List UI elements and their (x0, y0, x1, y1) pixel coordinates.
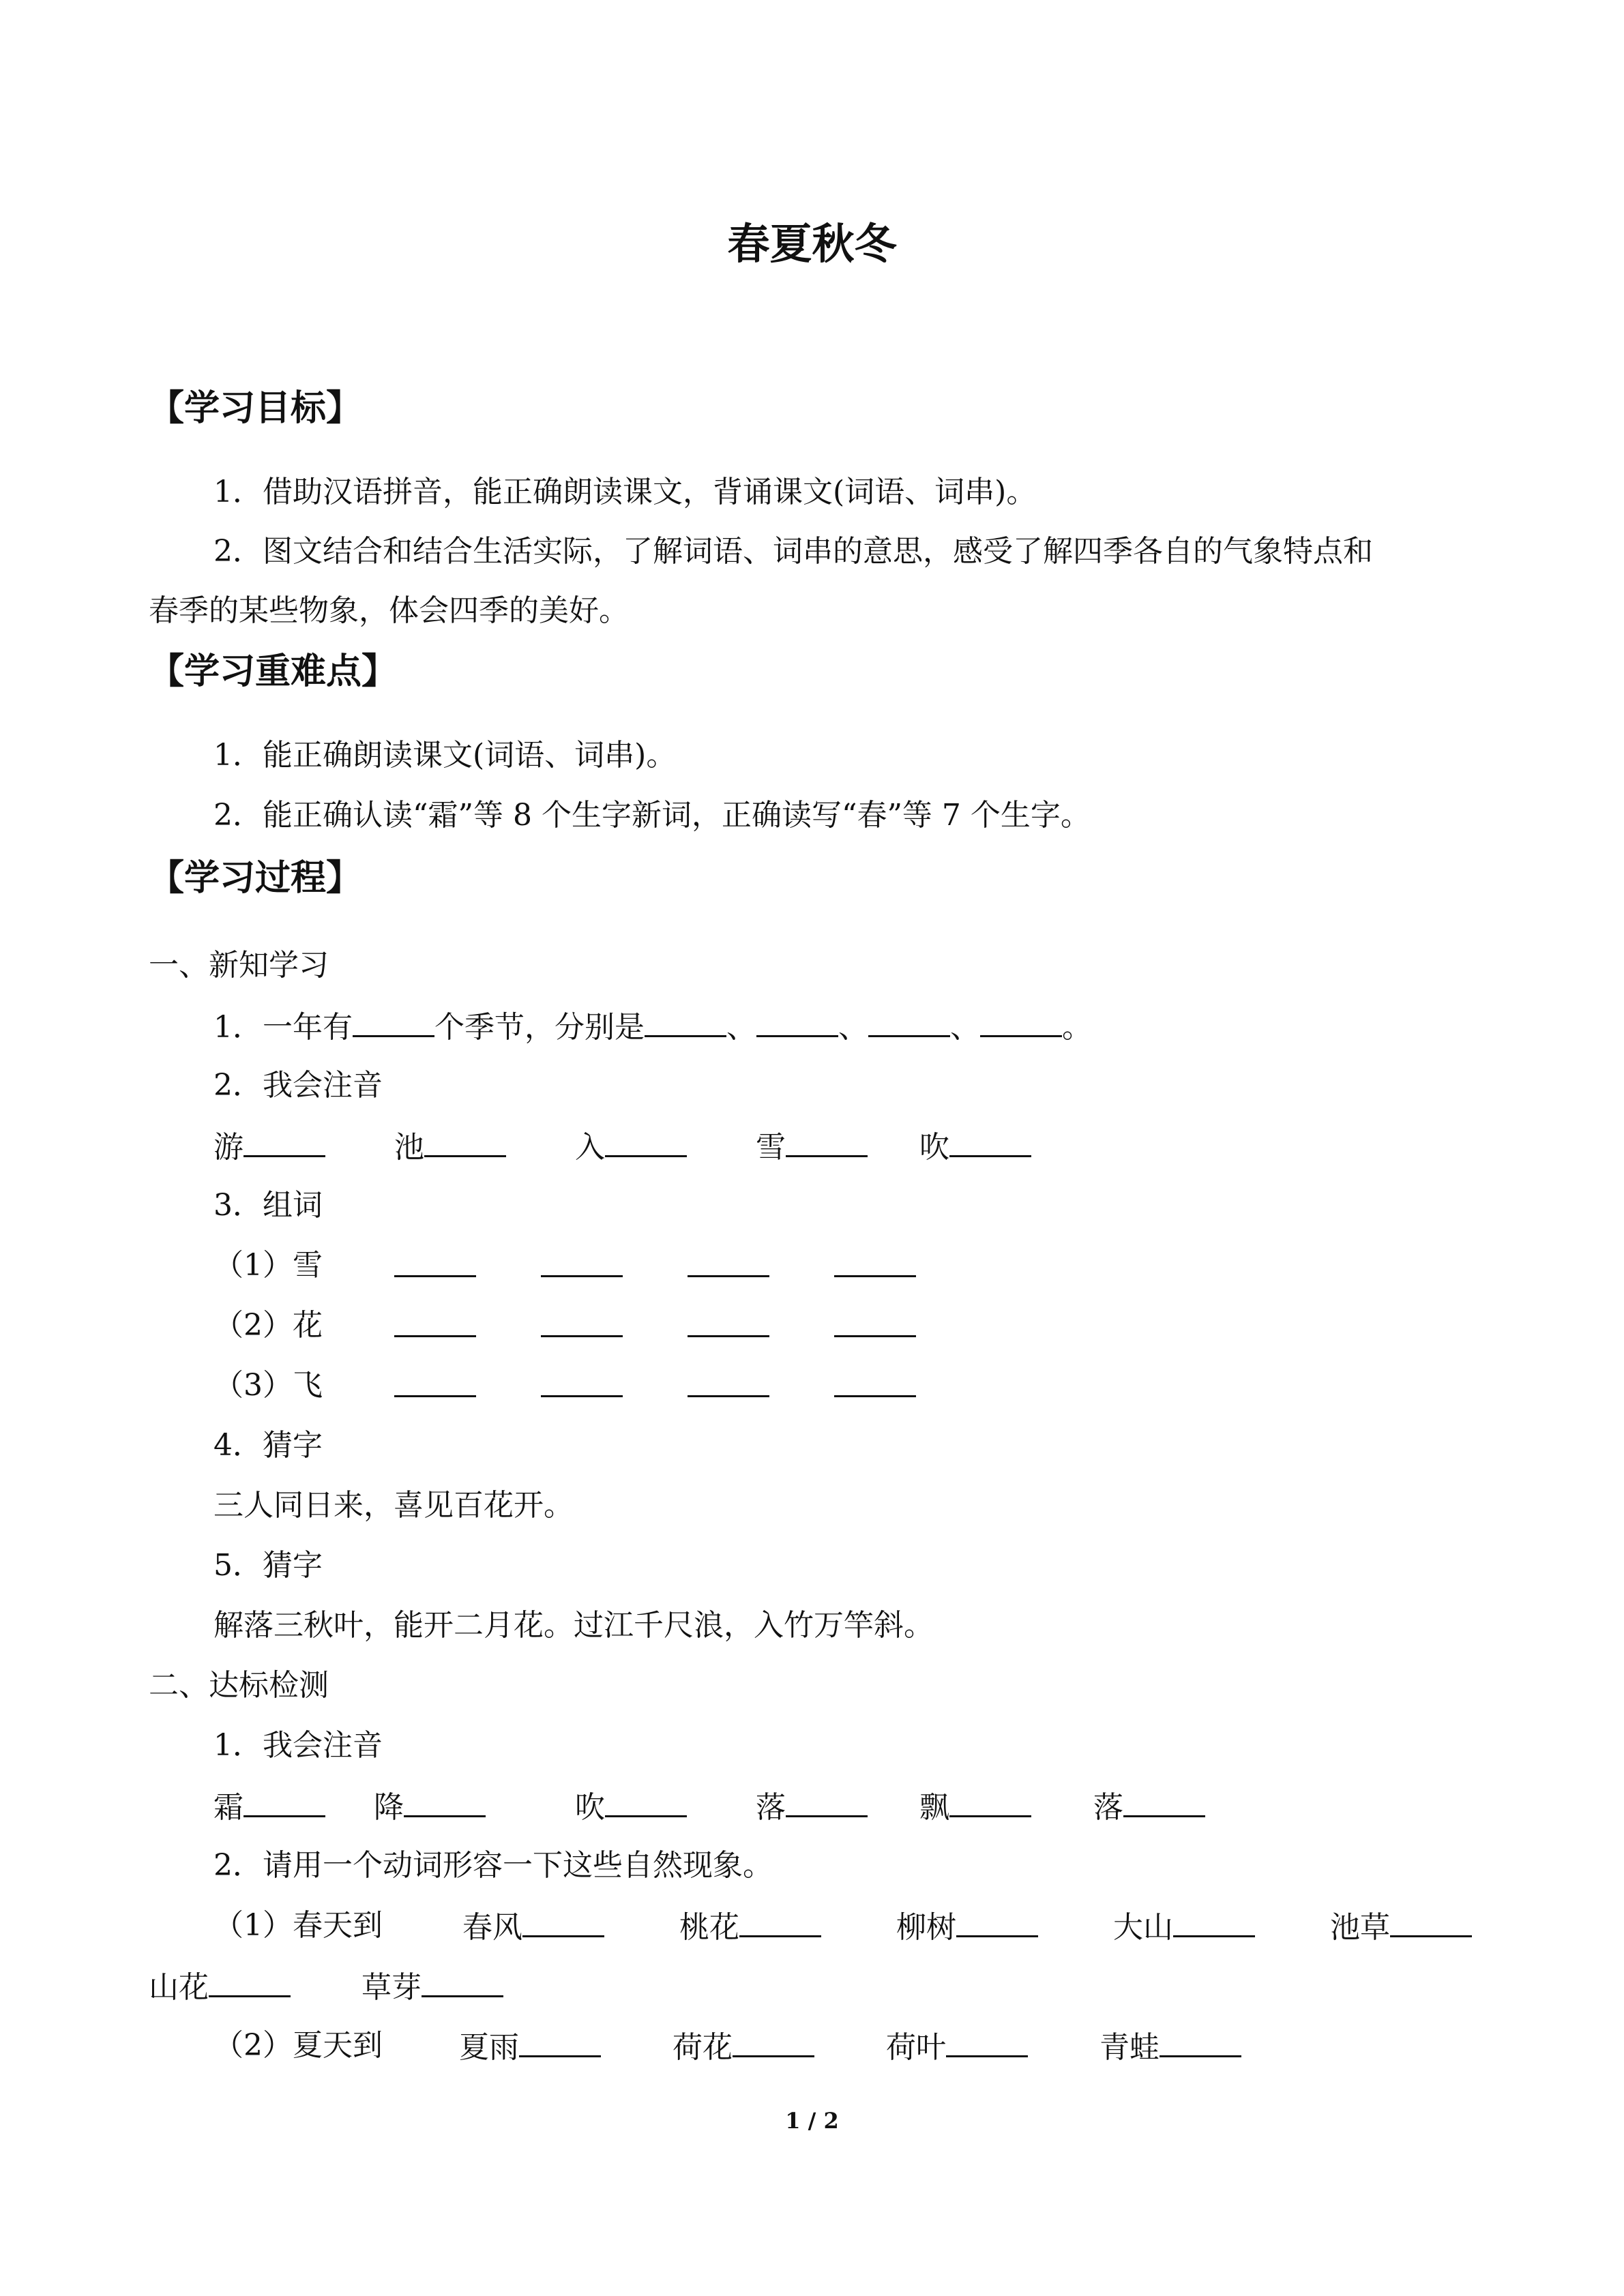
answer-blank[interactable] (756, 1005, 838, 1037)
answer-blank[interactable] (834, 1365, 916, 1397)
answer-blank[interactable] (688, 1245, 769, 1277)
answer-blank[interactable] (834, 1245, 916, 1277)
answer-blank[interactable] (949, 1125, 1031, 1157)
verb-item (361, 1965, 503, 2008)
part1-q4-title: 4．猜字 (213, 1428, 323, 1463)
part1-q2-title: 2．我会注音 (213, 1068, 383, 1103)
verb-item (673, 2025, 814, 2068)
answer-blank[interactable] (394, 1305, 476, 1337)
key-point-2: 2．能正确认读“霜”等 8 个生字新词，正确读写“春”等 7 个生字。 (213, 798, 1091, 833)
pinyin-item (1093, 1785, 1205, 1828)
verb-item (679, 1905, 821, 1948)
char: 池 (394, 1130, 424, 1165)
char: 吹 (575, 1790, 605, 1825)
page-number: 1 / 2 (785, 2108, 839, 2134)
answer-blank[interactable] (605, 1125, 687, 1157)
answer-blank[interactable] (739, 1905, 821, 1937)
word-row-label: （3）飞 (213, 1368, 323, 1403)
answer-blank[interactable] (1160, 2025, 1241, 2057)
pinyin-item (213, 1785, 325, 1828)
phenomenon: 草芽 (361, 1970, 422, 2005)
pinyin-item (213, 1125, 325, 1168)
part2-q1-row (213, 1785, 1305, 1826)
verb-item (886, 2025, 1028, 2068)
answer-blank[interactable] (422, 1965, 503, 1997)
phenomenon: 山花 (149, 1970, 209, 2005)
part1-q1 (213, 1005, 1092, 1048)
phenomenon: 池草 (1330, 1910, 1390, 1945)
key-point-1: 1．能正确朗读课文(词语、词串)。 (213, 738, 677, 773)
answer-blank[interactable] (1123, 1785, 1205, 1817)
char: 落 (1093, 1790, 1123, 1825)
verb-item (149, 1965, 291, 2008)
key-points-heading: 【学习重难点】 (149, 651, 398, 692)
phenomenon: 柳树 (896, 1910, 956, 1945)
answer-blank[interactable] (522, 1905, 604, 1937)
part2-q1-title: 1．我会注音 (213, 1728, 383, 1763)
char: 雪 (756, 1130, 786, 1165)
answer-blank[interactable] (1173, 1905, 1255, 1937)
part1-q5-title: 5．猜字 (213, 1548, 323, 1583)
pinyin-item (374, 1785, 486, 1828)
q1-text-a: 1．一年有 (213, 1010, 353, 1045)
answer-blank[interactable] (956, 1905, 1038, 1937)
word-row (213, 1365, 1032, 1406)
answer-blank[interactable] (946, 2025, 1028, 2057)
pinyin-item (575, 1785, 687, 1828)
pinyin-item (756, 1785, 868, 1828)
pinyin-item (756, 1125, 868, 1168)
goal-item-1: 1．借助汉语拼音，能正确朗读课文，背诵课文(词语、词串)。 (213, 475, 1037, 509)
answer-blank[interactable] (949, 1785, 1031, 1817)
verb-item (896, 1905, 1038, 1948)
char: 降 (374, 1790, 404, 1825)
season-label: （2）夏天到 (213, 2028, 383, 2063)
summer-row (213, 2025, 1305, 2066)
page-title: 春夏秋冬 (727, 219, 897, 269)
char: 霜 (213, 1790, 243, 1825)
answer-blank[interactable] (209, 1965, 291, 1997)
answer-blank[interactable] (868, 1005, 950, 1037)
pinyin-item (919, 1125, 1031, 1168)
spring-row-cont (149, 1965, 831, 2006)
answer-blank[interactable] (834, 1305, 916, 1337)
process-heading: 【学习过程】 (149, 858, 362, 899)
separator: 、 (726, 1010, 756, 1045)
verb-item (462, 1905, 604, 1948)
answer-blank[interactable] (394, 1245, 476, 1277)
phenomenon: 青蛙 (1099, 2030, 1160, 2065)
answer-blank[interactable] (786, 1785, 868, 1817)
answer-blank[interactable] (541, 1365, 623, 1397)
char: 飘 (919, 1790, 949, 1825)
answer-blank[interactable] (980, 1005, 1062, 1037)
answer-blank[interactable] (404, 1785, 486, 1817)
goals-heading: 【学习目标】 (149, 388, 362, 429)
riddle-1: 三人同日来，喜见百花开。 (213, 1488, 574, 1523)
phenomenon: 夏雨 (459, 2030, 519, 2065)
goal-item-2-cont: 春季的某些物象，体会四季的美好。 (149, 593, 629, 628)
verb-item (1330, 1905, 1472, 1948)
verb-item (1099, 2025, 1241, 2068)
answer-blank[interactable] (1390, 1905, 1472, 1937)
answer-blank[interactable] (243, 1785, 325, 1817)
answer-blank[interactable] (541, 1305, 623, 1337)
pinyin-item (394, 1125, 506, 1168)
answer-blank[interactable] (394, 1365, 476, 1397)
char: 游 (213, 1130, 243, 1165)
riddle-2: 解落三秋叶，能开二月花。过江千尺浪，入竹万竿斜。 (213, 1608, 934, 1643)
goal-item-2: 2．图文结合和结合生活实际，了解词语、词串的意思，感受了解四季各自的气象特点和 (213, 534, 1373, 569)
answer-blank[interactable] (733, 2025, 814, 2057)
season-label: （1）春天到 (213, 1908, 383, 1943)
part1-q3-title: 3．组词 (213, 1188, 323, 1223)
phenomenon: 荷叶 (886, 2030, 946, 2065)
word-row-label: （2）花 (213, 1308, 323, 1343)
answer-blank[interactable] (605, 1785, 687, 1817)
q1-text-b: 个季节，分别是 (434, 1010, 645, 1045)
word-row-label: （1）雪 (213, 1248, 323, 1283)
part1-q2-row (213, 1125, 1100, 1166)
verb-item (459, 2025, 601, 2068)
verb-item (1113, 1905, 1255, 1948)
pinyin-item (919, 1785, 1031, 1828)
word-row (213, 1245, 1032, 1286)
answer-blank[interactable] (243, 1125, 325, 1157)
separator: 、 (950, 1010, 980, 1045)
pinyin-item (575, 1125, 687, 1168)
answer-blank[interactable] (424, 1125, 506, 1157)
part1-title: 一、新知学习 (149, 948, 329, 983)
char: 入 (575, 1130, 605, 1165)
answer-blank[interactable] (541, 1245, 623, 1277)
char: 落 (756, 1790, 786, 1825)
phenomenon: 春风 (462, 1910, 522, 1945)
answer-blank[interactable] (688, 1305, 769, 1337)
spring-row (213, 1905, 1509, 1946)
phenomenon: 桃花 (679, 1910, 739, 1945)
phenomenon: 荷花 (673, 2030, 733, 2065)
answer-blank[interactable] (645, 1005, 726, 1037)
part2-title: 二、达标检测 (149, 1668, 329, 1703)
separator: 、 (838, 1010, 868, 1045)
word-row (213, 1305, 1032, 1346)
period: 。 (1062, 1010, 1092, 1045)
phenomenon: 大山 (1113, 1910, 1173, 1945)
answer-blank[interactable] (353, 1005, 434, 1037)
answer-blank[interactable] (688, 1365, 769, 1397)
answer-blank[interactable] (786, 1125, 868, 1157)
part2-q2-title: 2．请用一个动词形容一下这些自然现象。 (213, 1848, 773, 1883)
answer-blank[interactable] (519, 2025, 601, 2057)
char: 吹 (919, 1130, 949, 1165)
